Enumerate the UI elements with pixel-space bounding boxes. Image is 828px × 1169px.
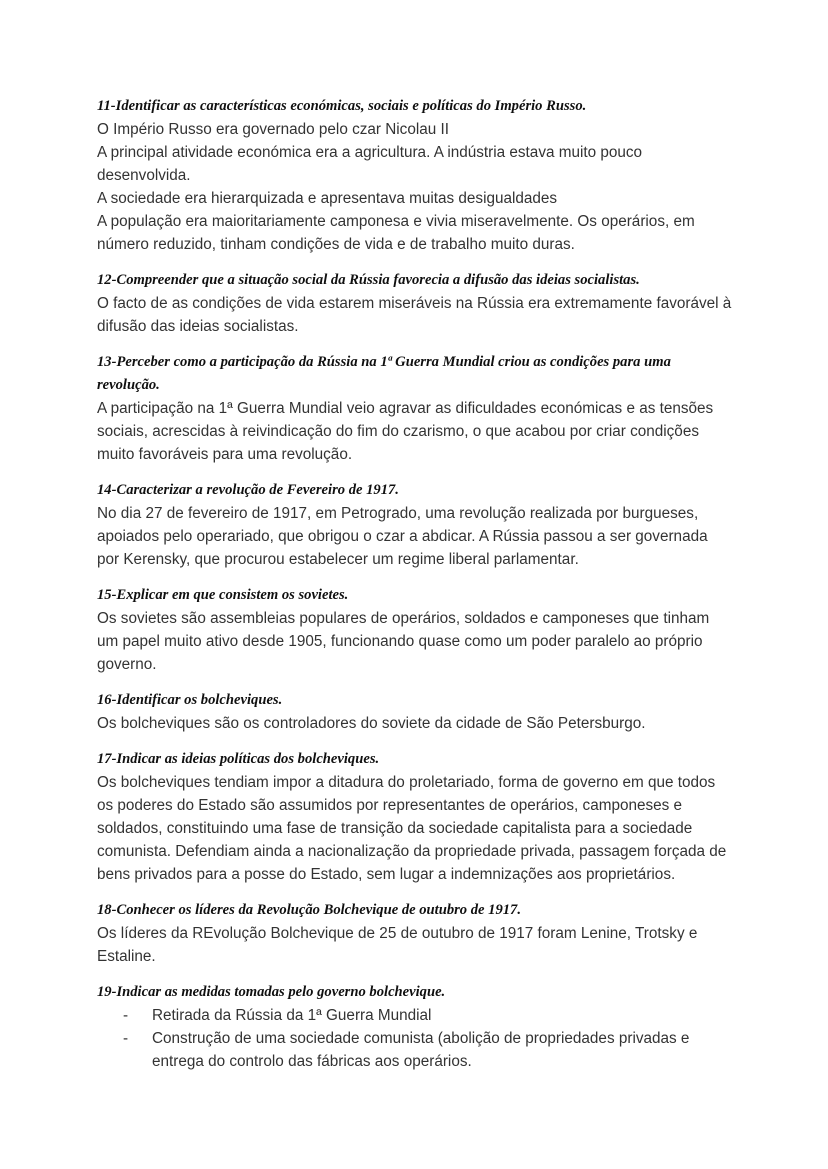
- bullet-item: [97, 1027, 733, 1073]
- paragraph: A população era maioritariamente camponesa e vivia miseravelmente. Os operários, em número reduzido, tinham condições de vida e de trabalho muito duras.: [97, 213, 695, 253]
- bullet-item: [97, 1004, 733, 1027]
- section-body: [97, 1004, 733, 1073]
- bullet-text: Retirada da Rússia da 1ª Guerra Mundial: [152, 1007, 432, 1024]
- bullet-marker: -: [123, 1030, 129, 1047]
- document-section: [97, 748, 733, 886]
- document-section: [97, 584, 733, 676]
- section-body: [97, 397, 733, 466]
- document-section: [97, 899, 733, 968]
- bullet-list: [97, 1004, 733, 1073]
- section-heading: 11-Identificar as características económicas, sociais e políticas do Império Russo.: [97, 98, 587, 114]
- paragraph: A principal atividade económica era a agricultura. A indústria estava muito pouco desenvolvida.: [97, 144, 643, 184]
- document-section: [97, 479, 733, 571]
- section-heading: 12-Compreender que a situação social da Rússia favorecia a difusão das ideias socialistas.: [97, 272, 640, 288]
- paragraph: Os bolcheviques são os controladores do soviete da cidade de São Petersburgo.: [97, 715, 646, 732]
- paragraph: Os sovietes são assembleias populares de operários, soldados e camponeses que tinham um papel muito ativo desde 1905, funcionando quase como um poder paralelo ao próprio governo.: [97, 610, 710, 673]
- section-heading: 15-Explicar em que consistem os sovietes.: [97, 587, 349, 603]
- section-body: [97, 118, 733, 256]
- section-body: [97, 292, 733, 338]
- section-body: [97, 607, 733, 676]
- bullet-marker: -: [123, 1007, 129, 1024]
- document-section: [97, 95, 733, 256]
- section-heading: 19-Indicar as medidas tomadas pelo governo bolchevique.: [97, 984, 446, 1000]
- section-heading: 14-Caracterizar a revolução de Fevereiro de 1917.: [97, 482, 399, 498]
- paragraph: O facto de as condições de vida estarem miseráveis na Rússia era extremamente favorável à difusão das ideias socialistas.: [97, 295, 732, 335]
- paragraph: Os líderes da REvolução Bolchevique de 25 de outubro de 1917 foram Lenine, Trotsky e Estaline.: [97, 925, 698, 965]
- paragraph: O Império Russo era governado pelo czar Nicolau II: [97, 121, 450, 138]
- paragraph: No dia 27 de fevereiro de 1917, em Petrogrado, uma revolução realizada por burgueses, apoiados pelo operariado, que obrigou o czar a abdicar. A Rússia passou a ser governada por Kerensky, que procurou estabelecer um regime liberal parlamentar.: [97, 505, 708, 568]
- document-section: [97, 269, 733, 338]
- section-body: [97, 922, 733, 968]
- section-heading: 13-Perceber como a participação da Rússia na 1ª Guerra Mundial criou as condições para uma revolução.: [97, 354, 671, 393]
- section-body: [97, 771, 733, 886]
- document-section: [97, 981, 733, 1073]
- paragraph: Os bolcheviques tendiam impor a ditadura do proletariado, forma de governo em que todos os poderes do Estado são assumidos por representantes de operários, camponeses e soldados, constituindo uma fase de transição da sociedade capitalista para a sociedade comunista. Defendiam ainda a nacionalização da propriedade privada, passagem forçada de bens privados para a posse do Estado, sem lugar a indemnizações aos proprietários.: [97, 774, 727, 883]
- document-section: [97, 689, 733, 735]
- section-body: [97, 712, 733, 735]
- section-heading: 17-Indicar as ideias políticas dos bolcheviques.: [97, 751, 380, 767]
- section-heading: 18-Conhecer os líderes da Revolução Bolchevique de outubro de 1917.: [97, 902, 522, 918]
- section-body: [97, 502, 733, 571]
- paragraph: A sociedade era hierarquizada e apresentava muitas desigualdades: [97, 190, 558, 207]
- bullet-text: Construção de uma sociedade comunista (abolição de propriedades privadas e entrega do controlo das fábricas aos operários.: [152, 1030, 690, 1070]
- paragraph: A participação na 1ª Guerra Mundial veio agravar as dificuldades económicas e as tensões sociais, acrescidas à reivindicação do fim do czarismo, o que acabou por criar condições muito favoráveis para uma revolução.: [97, 400, 714, 463]
- document-section: [97, 351, 733, 466]
- section-heading: 16-Identificar os bolcheviques.: [97, 692, 283, 708]
